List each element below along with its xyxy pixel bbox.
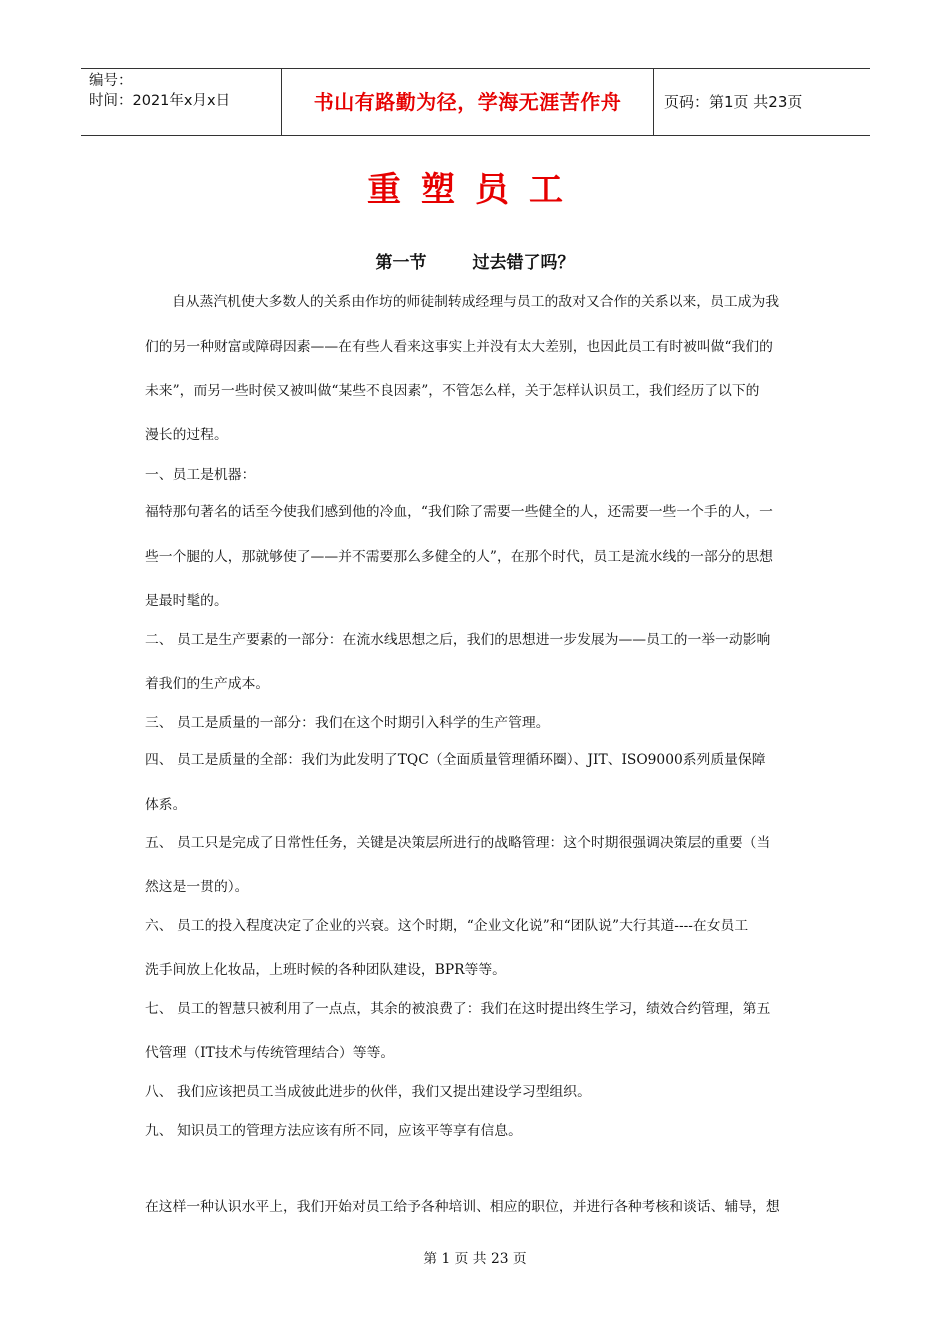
body-line: 漫长的过程。 [145,427,228,443]
header-meta-cell [81,69,282,135]
body-line: 些一个腿的人，那就够使了——并不需要那么多健全的人”，在那个时代，员工是流水线的一部分的思想 [145,549,773,565]
body-line: 体系。 [145,797,187,813]
body-line: 未来”，而另一些时侯又被叫做“某些不良因素”，不管怎么样，关于怎样认识员工，我们经历了以下的 [145,383,760,399]
body-line: 在这样一种认识水平上，我们开始对员工给予各种培训、相应的职位，并进行各种考核和谈话、辅导，想 [145,1199,780,1215]
body-line: 自从蒸汽机使大多数人的关系由作坊的师徒制转成经理与员工的敌对又合作的关系以来，员工成为我 [172,294,780,310]
body-line: 洗手间放上化妆品，上班时候的各种团队建设，BPR等等。 [145,962,506,978]
body-line: 二、 员工是生产要素的一部分：在流水线思想之后，我们的思想进一步发展为——员工的一举一动影响 [145,632,771,648]
section-title: 过去错了吗？ [472,253,575,273]
body-line: 福特那句著名的话至今使我们感到他的冷血，“我们除了需要一些健全的人，还需要一些一个手的人，一 [145,504,773,520]
section-heading [0,248,950,273]
header-page-cell [654,69,870,135]
header-motto-cell [282,69,654,135]
body-line: 然这是一贯的）。 [145,879,249,895]
body-line: 一、员工是机器： [145,467,256,483]
body-line: 们的另一种财富或障碍因素——在有些人看来这事实上并没有太大差别，也因此员工有时被叫做“我们的 [145,339,773,355]
page-footer: 第 1 页 共 23 页 [423,1251,527,1267]
body-line: 代管理（IT技术与传统管理结合）等等。 [145,1045,395,1061]
body-line: 着我们的生产成本。 [145,676,270,692]
body-line: 六、 员工的投入程度决定了企业的兴衰。这个时期，“企业文化说”和“团队说”大行其道----在女员工 [145,918,749,934]
page-header [81,68,870,136]
body-line: 四、 员工是质量的全部：我们为此发明了TQC（全面质量管理循环圈）、JIT、ISO9000系列质量保障 [145,752,766,768]
body-line: 八、 我们应该把员工当成彼此进步的伙伴，我们又提出建设学习型组织。 [145,1084,591,1100]
section-number: 第一节 [375,253,427,273]
body-line: 五、 员工只是完成了日常性任务，关键是决策层所进行的战略管理：这个时期很强调决策层的重要（当 [145,835,771,851]
header-motto: 书山有路勤为径，学海无涯苦作舟 [313,90,622,114]
body-line: 九、 知识员工的管理方法应该有所不同，应该平等享有信息。 [145,1123,522,1139]
body-line: 三、 员工是质量的一部分：我们在这个时期引入科学的生产管理。 [145,715,550,731]
document-time-label: 时间：2021年x月x日 [89,93,231,109]
document-number-label: 编号： [89,73,133,89]
document-title: 重塑员工 [367,170,583,210]
body-line: 是最时髦的。 [145,593,228,609]
body-line: 七、 员工的智慧只被利用了一点点，其余的被浪费了：我们在这时提出终生学习，绩效合约管理，第五 [145,1001,771,1017]
header-page-info: 页码：第1页 共23页 [664,93,803,111]
